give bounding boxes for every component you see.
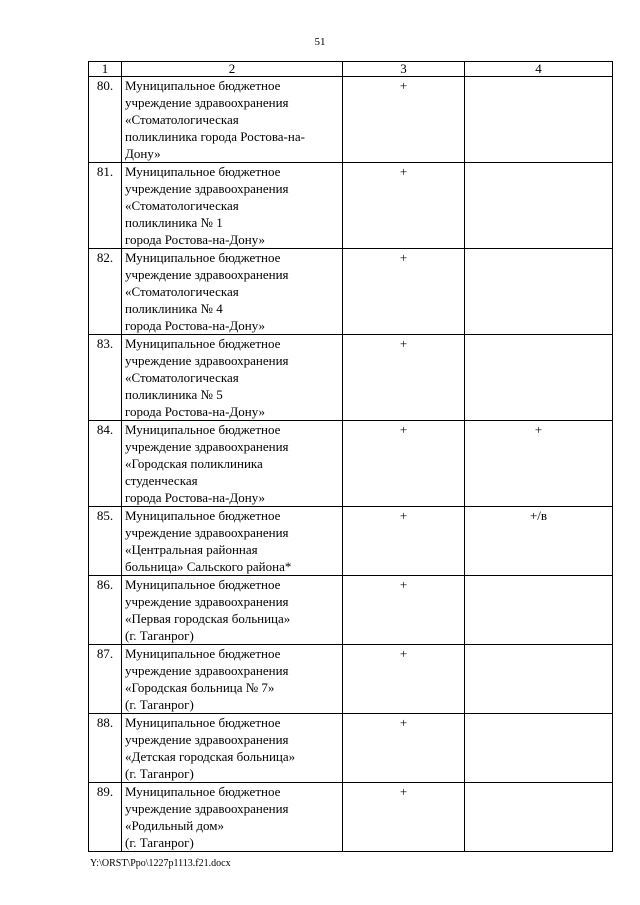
institution-name — [122, 249, 343, 335]
institution-name — [122, 77, 343, 163]
row-number: 80. — [89, 77, 122, 163]
institution-name — [122, 335, 343, 421]
institution-name — [122, 576, 343, 645]
institution-name-line: больница» Сальского района* — [125, 559, 292, 574]
institution-name-line: учреждение здравоохранения — [125, 439, 289, 454]
page-number: 51 — [314, 36, 326, 48]
table-row — [89, 249, 613, 335]
column-4-mark — [465, 645, 613, 714]
column-3-mark: + — [343, 645, 465, 714]
institution-name-line: учреждение здравоохранения — [125, 181, 289, 196]
institution-name-line: (г. Таганрог) — [125, 697, 194, 712]
institution-name-line: Муниципальное бюджетное — [125, 577, 281, 592]
institution-name-line: «Стоматологическая — [125, 284, 239, 299]
table-row — [89, 783, 613, 852]
institution-name — [122, 783, 343, 852]
column-3-mark: + — [343, 163, 465, 249]
table-row — [89, 77, 613, 163]
institution-name-line: учреждение здравоохранения — [125, 594, 289, 609]
institution-name-line: Муниципальное бюджетное — [125, 646, 281, 661]
institution-name — [122, 163, 343, 249]
institution-name-line: «Стоматологическая — [125, 112, 239, 127]
institution-name-line: поликлиника города Ростова-на- — [125, 129, 305, 144]
column-header-3: 3 — [343, 62, 465, 77]
institution-name-line: Муниципальное бюджетное — [125, 336, 281, 351]
table-row — [89, 163, 613, 249]
row-number: 84. — [89, 421, 122, 507]
institution-name-line: (г. Таганрог) — [125, 766, 194, 781]
institution-name-line: учреждение здравоохранения — [125, 663, 289, 678]
table-row — [89, 421, 613, 507]
column-3-mark: + — [343, 783, 465, 852]
row-number: 88. — [89, 714, 122, 783]
institution-name-line: студенческая — [125, 473, 198, 488]
institution-name-line: «Родильный дом» — [125, 818, 225, 833]
column-header-2: 2 — [122, 62, 343, 77]
institution-name-line: поликлиника № 5 — [125, 387, 223, 402]
institution-name-line: города Ростова-на-Дону» — [125, 490, 266, 505]
row-number: 81. — [89, 163, 122, 249]
column-header-1: 1 — [89, 62, 122, 77]
row-number: 83. — [89, 335, 122, 421]
table-row — [89, 714, 613, 783]
column-4-mark — [465, 335, 613, 421]
column-4-mark — [465, 576, 613, 645]
institution-name-line: Муниципальное бюджетное — [125, 250, 281, 265]
institution-name-line: «Городская поликлиника — [125, 456, 263, 471]
institution-name-line: Муниципальное бюджетное — [125, 78, 281, 93]
institution-name-line: учреждение здравоохранения — [125, 801, 289, 816]
institution-name-line: Муниципальное бюджетное — [125, 164, 281, 179]
institution-name-line: города Ростова-на-Дону» — [125, 404, 266, 419]
column-3-mark: + — [343, 507, 465, 576]
row-number: 86. — [89, 576, 122, 645]
row-number: 89. — [89, 783, 122, 852]
institution-name-line: «Первая городская больница» — [125, 611, 291, 626]
column-4-mark — [465, 163, 613, 249]
institution-name-line: (г. Таганрог) — [125, 628, 194, 643]
institution-name — [122, 714, 343, 783]
institution-name-line: Муниципальное бюджетное — [125, 784, 281, 799]
table-row — [89, 645, 613, 714]
table-row — [89, 507, 613, 576]
institution-name-line: учреждение здравоохранения — [125, 267, 289, 282]
table-header-row — [89, 62, 613, 77]
institution-name-line: Дону» — [125, 146, 161, 161]
institution-name — [122, 507, 343, 576]
column-3-mark: + — [343, 77, 465, 163]
column-4-mark: + — [465, 421, 613, 507]
row-number: 82. — [89, 249, 122, 335]
institution-name-line: поликлиника № 1 — [125, 215, 223, 230]
institution-name-line: поликлиника № 4 — [125, 301, 223, 316]
institution-name — [122, 421, 343, 507]
institution-name-line: Муниципальное бюджетное — [125, 715, 281, 730]
row-number: 85. — [89, 507, 122, 576]
institution-name-line: «Городская больница № 7» — [125, 680, 275, 695]
institution-name-line: «Стоматологическая — [125, 198, 239, 213]
row-number: 87. — [89, 645, 122, 714]
institution-name — [122, 645, 343, 714]
table-row — [89, 335, 613, 421]
institutions-table — [88, 61, 613, 852]
column-4-mark: +/в — [465, 507, 613, 576]
institution-name-line: «Центральная районная — [125, 542, 258, 557]
institution-name-line: «Стоматологическая — [125, 370, 239, 385]
table-body — [89, 77, 613, 852]
institution-name-line: города Ростова-на-Дону» — [125, 232, 266, 247]
column-3-mark: + — [343, 421, 465, 507]
column-3-mark: + — [343, 249, 465, 335]
institution-name-line: Муниципальное бюджетное — [125, 422, 281, 437]
institution-name-line: учреждение здравоохранения — [125, 353, 289, 368]
column-4-mark — [465, 714, 613, 783]
institution-name-line: учреждение здравоохранения — [125, 732, 289, 747]
column-4-mark — [465, 249, 613, 335]
institution-name-line: учреждение здравоохранения — [125, 525, 289, 540]
institution-name-line: Муниципальное бюджетное — [125, 508, 281, 523]
footer-file-path: Y:\ORST\Ppo\1227p1113.f21.docx — [90, 858, 231, 869]
institution-name-line: города Ростова-на-Дону» — [125, 318, 266, 333]
column-3-mark: + — [343, 714, 465, 783]
column-3-mark: + — [343, 576, 465, 645]
institution-name-line: «Детская городская больница» — [125, 749, 296, 764]
column-3-mark: + — [343, 335, 465, 421]
column-header-4: 4 — [465, 62, 613, 77]
institution-name-line: учреждение здравоохранения — [125, 95, 289, 110]
table-row — [89, 576, 613, 645]
column-4-mark — [465, 77, 613, 163]
institution-name-line: (г. Таганрог) — [125, 835, 194, 850]
column-4-mark — [465, 783, 613, 852]
